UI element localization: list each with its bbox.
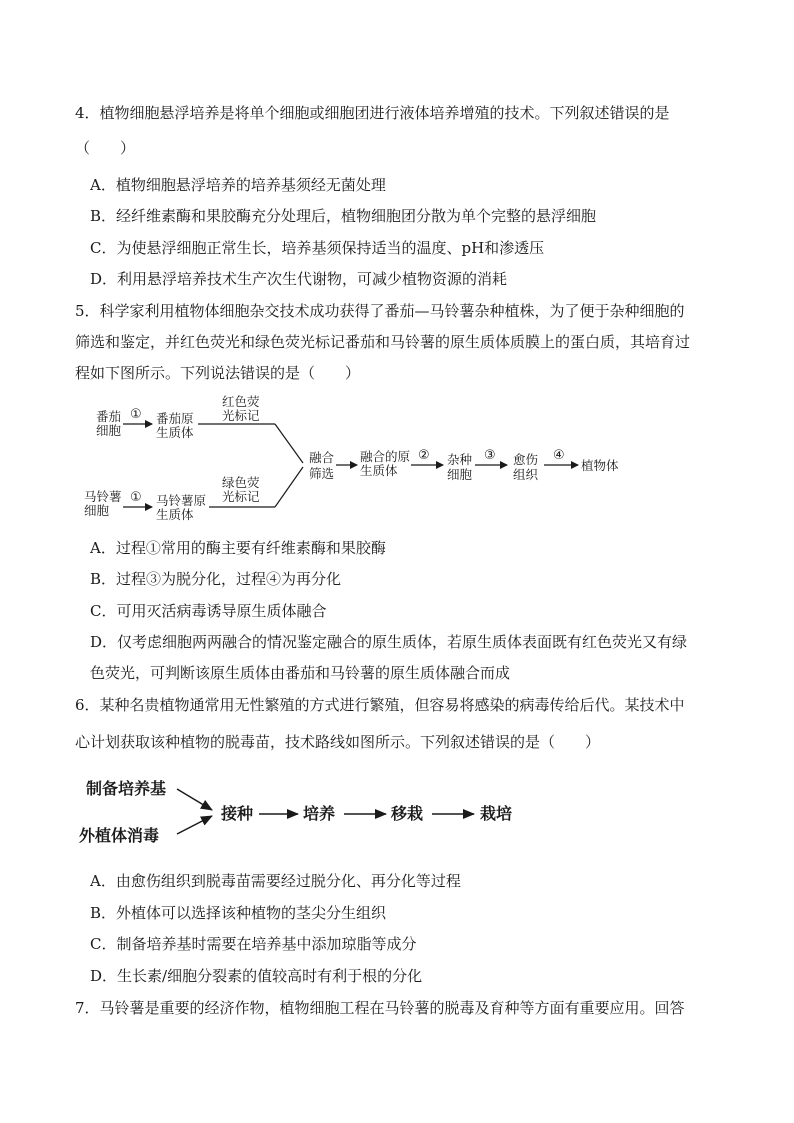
prep-medium-label: 制备培养基 [86,779,167,798]
potato-cell-label-2: 细胞 [84,503,110,518]
q5-option-a: A．过程①常用的酶主要有纤维素酶和果胶酶 [90,539,386,557]
step1-marker-bottom: ① [130,490,142,505]
fusion-label-1: 融合 [309,450,335,465]
step1-marker-top: ① [130,407,142,422]
q5-option-b: B．过程③为脱分化，过程④为再分化 [90,570,342,588]
potato-protoplast-label-2: 生质体 [156,507,194,522]
green-label-2: 光标记 [222,489,260,504]
q5-option-d-line-1: D．仅考虑细胞两两融合的情况鉴定融合的原生质体，若原生质体表面既有红色荧光又有绿 [90,633,688,651]
tomato-cell-label-2: 细胞 [96,423,122,438]
q5-option-c: C．可用灭活病毒诱导原生质体融合 [90,602,327,620]
q4-stem: 4．植物细胞悬浮培养是将单个细胞或细胞团进行液体培养增殖的技术。下列叙述错误的是 [75,104,670,122]
arrow-disinfect-to-inoculate [177,816,212,834]
arrow-prep-to-inoculate [177,789,212,810]
plant-label: 植物体 [581,458,619,473]
inoculate-label: 接种 [221,804,254,823]
red-label-1: 红色荧 [222,394,260,409]
hybrid-cell-label-1: 杂种 [447,452,473,467]
q6-option-a: A．由愈伤组织到脱毒苗需要经过脱分化、再分化等过程 [90,872,461,890]
potato-protoplast-label-1: 马铃薯原 [156,493,207,508]
explant-disinfect-label: 外植体消毒 [79,826,160,845]
q6-option-b: B．外植体可以选择该种植物的茎尖分生组织 [90,904,387,922]
q5-stem-line-1: 5．科学家利用植物体细胞杂交技术成功获得了番茄—马铃薯杂种植株，为了便于杂种细胞的 [75,302,685,320]
tomato-protoplast-label-1: 番茄原 [156,411,194,426]
q5-option-d-line-2: 色荧光，可判断该原生质体由番茄和马铃薯的原生质体融合而成 [90,664,511,682]
potato-cell-label-1: 马铃薯 [84,489,122,504]
q6-stem-line-1: 6．某种名贵植物通常用无性繁殖的方式进行繁殖，但容易将感染的病毒传给后代。某技术中 [75,696,685,714]
converge-line-bottom [275,467,303,507]
q4-answer-blank: （ ） [75,139,136,157]
tomato-cell-label-1: 番茄 [96,409,122,424]
q4-option-d: D．利用悬浮培养技术生产次生代谢物，可减少植物资源的消耗 [90,270,508,288]
tomato-protoplast-label-2: 生质体 [156,425,194,440]
hybrid-cell-label-2: 细胞 [447,467,473,482]
step4-marker: ④ [553,448,565,463]
q4-option-b: B．经纤维素酶和果胶酶充分处理后，植物细胞团分散为单个完整的悬浮细胞 [90,207,597,225]
step3-marker: ③ [484,448,496,463]
callus-label-1: 愈伤 [513,452,539,467]
q4-option-a: A．植物细胞悬浮培养的培养基须经无菌处理 [90,176,386,194]
culture-label: 培养 [303,804,336,823]
red-label-2: 光标记 [222,408,260,423]
step2-marker: ② [418,448,430,463]
q4-option-c: C．为使悬浮细胞正常生长，培养基须保持适当的温度、pH和渗透压 [90,239,545,257]
callus-label-2: 组织 [513,467,539,482]
fused-protoplast-label-2: 生质体 [360,463,398,478]
transplant-label: 移栽 [391,804,424,823]
q6-stem-line-2: 心计划获取该种植物的脱毒苗，技术路线如图所示。下列叙述错误的是（ ） [75,733,601,751]
q6-option-d: D．生长素/细胞分裂素的值较高时有利于根的分化 [90,967,423,985]
q5-stem-line-3: 程如下图所示。下列说法错误的是（ ） [75,364,361,382]
converge-line-top [275,424,303,463]
q7-stem: 7．马铃薯是重要的经济作物，植物细胞工程在马铃薯的脱毒及育种等方面有重要应用。回答 [75,999,685,1017]
q6-option-c: C．制备培养基时需要在培养基中添加琼脂等成分 [90,935,417,953]
q5-stem-line-2: 筛选和鉴定，并红色荧光和绿色荧光标记番茄和马铃薯的原生质体质膜上的蛋白质，其培育过 [75,333,691,351]
fused-protoplast-label-1: 融合的原 [360,449,411,464]
cultivate-label: 栽培 [480,804,513,823]
fusion-label-2: 筛选 [309,466,335,481]
green-label-1: 绿色荧 [222,475,260,490]
